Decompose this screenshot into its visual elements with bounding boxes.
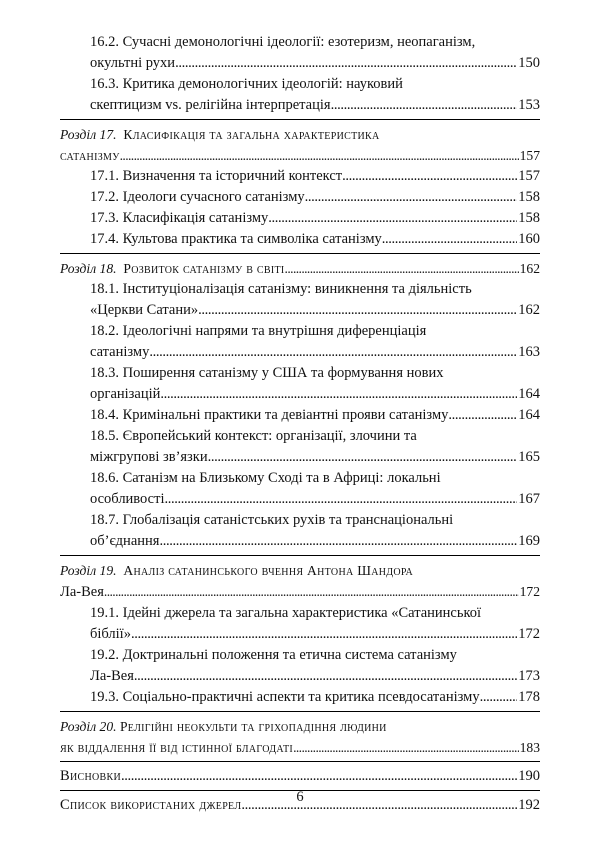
toc-entry-text: «Церкви Сатани» — [90, 302, 199, 318]
divider — [60, 555, 540, 556]
toc-entry-text: об’єднання — [90, 533, 160, 549]
chapter-title: Класифікація та загальна характеристика — [123, 127, 380, 142]
dot-leader — [120, 145, 519, 166]
toc-page-number: 150 — [518, 55, 540, 71]
toc-chapter-19 — [60, 560, 540, 603]
divider — [60, 711, 540, 712]
toc-entry-18-5 — [60, 426, 540, 468]
dot-leader — [285, 258, 519, 279]
toc-entry-text: 18.4. Кримінальні практики та девіантні прояви сатанізму — [90, 407, 449, 423]
toc-entry-text: організацій — [90, 386, 161, 402]
dot-leader — [121, 766, 517, 787]
toc-page-number: 157 — [518, 168, 540, 184]
toc-entry-text: Ла-Вея — [90, 668, 134, 684]
toc-entry-19-3 — [60, 687, 540, 708]
toc-entry-16-3 — [60, 74, 540, 116]
dot-leader — [480, 687, 518, 708]
toc-chapter-18 — [60, 258, 540, 279]
chapter-number: Розділ 18. — [60, 261, 117, 276]
dot-leader — [149, 342, 517, 363]
toc-entry-text: 18.6. Сатанізм на Близькому Сході та в Африці: локальні — [90, 470, 441, 486]
divider — [60, 119, 540, 120]
toc-page-number: 169 — [518, 533, 540, 549]
toc-page-number: 158 — [518, 210, 540, 226]
toc-conclusions — [60, 766, 540, 787]
toc-entry-17-3 — [60, 208, 540, 229]
toc-entry-text: 18.1. Інституціоналізація сатанізму: виникнення та діяльність — [90, 281, 472, 297]
toc-entry-19-1 — [60, 603, 540, 645]
toc-page-number: 183 — [519, 740, 540, 755]
toc-page-number: 167 — [518, 491, 540, 507]
toc-page-number: 164 — [518, 407, 540, 423]
toc-page-number: 162 — [518, 302, 540, 318]
dot-leader — [198, 300, 517, 321]
toc-entry-text: 16.3. Критика демонологічних ідеологій: науковий — [90, 76, 403, 92]
toc-entry-18-6 — [60, 468, 540, 510]
toc-entry-17-2 — [60, 187, 540, 208]
toc-entry-text: 19.1. Ідейні джерела та загальна характеристика «Сатанинської — [90, 605, 482, 621]
toc-entry-text: біблії» — [90, 626, 131, 642]
toc-page-number: 178 — [518, 689, 540, 705]
dot-leader — [164, 489, 517, 510]
chapter-number: Розділ 20. — [60, 719, 117, 734]
dot-leader — [104, 581, 519, 602]
toc-entry-text: 18.7. Глобалізація сатаністських рухів та транснаціональні — [90, 512, 454, 528]
chapter-title: Розвиток сатанізму в світі — [123, 261, 285, 276]
dot-leader — [134, 666, 517, 687]
toc-entry-text: 17.3. Класифікація сатанізму — [90, 210, 269, 226]
dot-leader — [208, 447, 518, 468]
toc-entry-18-2 — [60, 321, 540, 363]
toc-entry-text: сатанізму — [90, 344, 150, 360]
toc-page-number: 163 — [518, 344, 540, 360]
table-of-contents — [60, 32, 540, 816]
chapter-title: Ла-Вея — [60, 584, 104, 600]
toc-entry-text: 18.5. Європейський контекст: організації, злочини та — [90, 428, 417, 444]
toc-chapter-17 — [60, 124, 540, 166]
toc-page-number: 162 — [519, 261, 540, 276]
chapter-title: Релігійні неокульти та гріхопадіння людини — [119, 719, 387, 734]
toc-page-number: 157 — [519, 148, 540, 163]
page-number: 6 — [296, 789, 304, 805]
toc-entry-18-3 — [60, 363, 540, 405]
toc-entry-18-7 — [60, 510, 540, 552]
toc-page-number: 172 — [518, 626, 540, 642]
toc-page-number: 172 — [519, 584, 540, 599]
toc-entry-16-2 — [60, 32, 540, 74]
toc-page-number: 165 — [518, 449, 540, 465]
toc-entry-text: 17.2. Ідеологи сучасного сатанізму — [90, 189, 305, 205]
chapter-title: Аналіз сатанинського вчення Антона Шандора — [123, 563, 414, 578]
toc-entry-text: міжгрупові зв’язки — [90, 449, 208, 465]
toc-entry-text: Список використаних джерел — [60, 797, 242, 813]
dot-leader — [331, 95, 518, 116]
toc-entry-18-1 — [60, 279, 540, 321]
chapter-title: сатанізму — [60, 148, 120, 163]
toc-entry-18-4 — [60, 405, 540, 426]
toc-page-number: 173 — [518, 668, 540, 684]
toc-page-number: 160 — [518, 231, 540, 247]
dot-leader — [131, 624, 517, 645]
chapter-number: Розділ 19. — [60, 563, 117, 578]
toc-page-number: 192 — [518, 797, 540, 813]
chapter-title: як віддалення її від істинної благодаті — [60, 740, 294, 755]
toc-entry-17-1 — [60, 166, 540, 187]
toc-entry-text: 17.1. Визначення та історичний контекст — [90, 168, 343, 184]
toc-page-number: 190 — [518, 768, 540, 784]
toc-entry-text: Висновки — [60, 768, 121, 784]
dot-leader — [160, 384, 517, 405]
dot-leader — [159, 531, 517, 552]
dot-leader — [305, 187, 518, 208]
toc-page-number: 164 — [518, 386, 540, 402]
dot-leader — [382, 229, 517, 250]
toc-entry-17-4 — [60, 229, 540, 250]
toc-entry-text: скептицизм vs. релігійна інтерпретація — [90, 97, 331, 113]
toc-page-number: 153 — [518, 97, 540, 113]
toc-page-number: 158 — [518, 189, 540, 205]
toc-entry-text: 18.3. Поширення сатанізму у США та формування нових — [90, 365, 444, 381]
toc-entry-text: 17.4. Культова практика та символіка сатанізму — [90, 231, 382, 247]
dot-leader — [342, 166, 517, 187]
chapter-number: Розділ 17. — [60, 127, 117, 142]
divider — [60, 761, 540, 762]
toc-entry-text: 18.2. Ідеологічні напрями та внутрішня диференціація — [90, 323, 427, 339]
divider — [60, 253, 540, 254]
dot-leader — [293, 737, 519, 758]
dot-leader — [175, 53, 517, 74]
dot-leader — [268, 208, 517, 229]
dot-leader — [448, 405, 517, 426]
toc-entry-text: 16.2. Сучасні демонологічні ідеології: езотеризм, неопаганізм, — [90, 34, 476, 50]
toc-entry-text: 19.3. Соціально-практичні аспекти та критика псевдосатанізму — [90, 689, 480, 705]
toc-chapter-20 — [60, 716, 540, 758]
toc-entry-19-2 — [60, 645, 540, 687]
toc-entry-text: особливості — [90, 491, 165, 507]
toc-entry-text: 19.2. Доктринальні положення та етична система сатанізму — [90, 647, 457, 663]
toc-entry-text: окультні рухи — [90, 55, 176, 71]
